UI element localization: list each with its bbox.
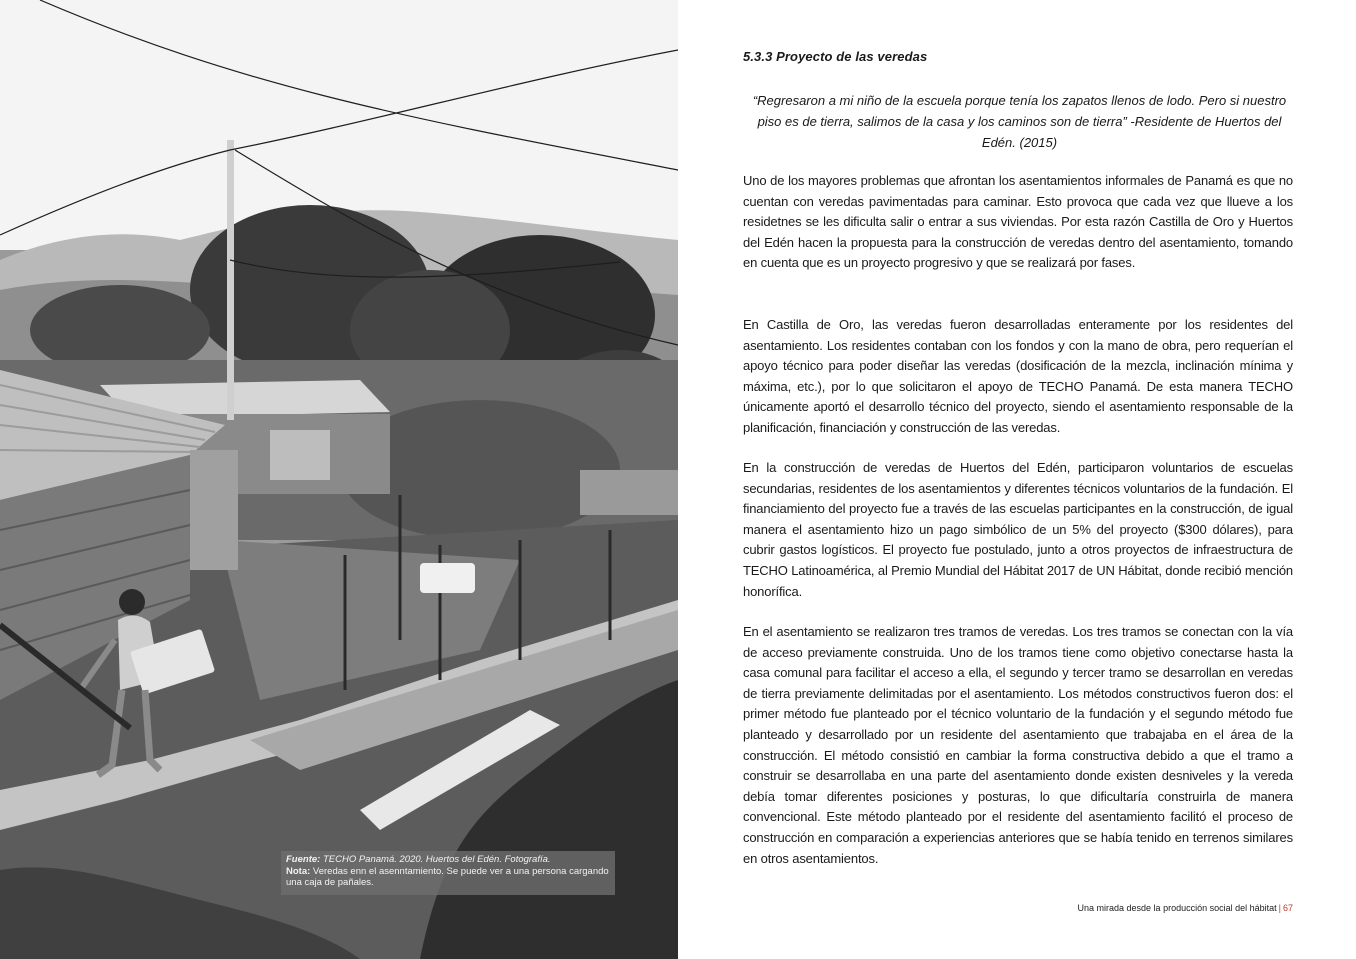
caption-source-text: TECHO Panamá. 2020. Huertos del Edén. Fotografía. <box>322 854 551 865</box>
paragraph-intro: Uno de los mayores problemas que afrontan los asentamientos informales de Panamá es que no cuentan con veredas pavimentadas para caminar. Esto provoca que cada vez que llueve a los residetnes se les dificulta salir o entrar a sus viviendas. Por esta razón Castilla de Oro y Huertos del Edén hacen la propuesta para la construcción de veredas dentro del asentamiento, tomando en cuenta que es un proyecto progresivo y que se realizará por fases. <box>743 173 1293 271</box>
photo-caption <box>281 851 615 895</box>
resident-quote: “Regresaron a mi niño de la escuela porque tenía los zapatos llenos de lodo. Pero si nuestro piso es de tierra, salimos de la casa y los caminos son de tierra” -Residente de Huertos del Edén. (2015) <box>752 93 1287 150</box>
page-number: 67 <box>1282 903 1293 913</box>
paragraph-tramos: En el asentamiento se realizaron tres tramos de veredas. Los tres tramos se conectan con la vía de acceso previamente construida. Uno de los tramos tiene como objetivo conectarse hasta la casa comunal para facilitar el acceso a ella, el segundo y tercer tramo se desarrollan en veredas de tierra previamente delimitadas por el asentamiento. Los métodos constructivos fueron dos: el primer método fue planteado por el técnico voluntario de la fundación y el segundo método fue planteado y desarrollado por un residente del asentamiento que trabajaba en el área de la construcción. El método consistió en cambiar la forma constructiva debido a que el tramo a construir se desarrollaba en una parte del asentamiento donde existen desniveles y la vereda debía tomar diferentes posiciones y posturas, lo que dificultaría construirla de manera convencional. Este método planteado por el residente del asentamiento facilitó el proceso de construcción en comparación a experiencias anteriores que se había tenido en terrenos similares en otros asentamientos. <box>743 624 1293 866</box>
running-title: Una mirada desde la producción social del hábitat <box>1077 903 1277 913</box>
footer-separator: | <box>1278 903 1281 913</box>
page-footer <box>1078 903 1293 913</box>
paragraph-castilla-de-oro: En Castilla de Oro, las veredas fueron desarrolladas enteramente por los residentes del asentamiento. Los residentes contaban con los fondos y con la mano de obra, pero requerían el apoyo técnico para poder diseñar las veredas (dosificación de la mezcla, inclinación mínima y máxima, etc.), por lo que solicitaron el apoyo de TECHO Panamá. De esta manera TECHO únicamente aportó el desarrollo técnico del proyecto, siendo el asentamiento responsable de la planificación, financiación y construcción de las veredas. <box>743 317 1293 435</box>
caption-note-label: Nota: <box>286 865 311 877</box>
caption-note-text: Veredas enn el asenntamiento. Se puede ver a una persona cargando una caja de pañales. <box>286 865 609 888</box>
paragraph-huertos-del-eden: En la construcción de veredas de Huertos del Edén, participaron voluntarios de escuelas secundarias, residentes de los asentamientos y diferentes técnicos voluntarios de la fundación. El financiamiento del proyecto fue a través de las escuelas participantes en la construcción, de igual manera el asentamiento hizo un pago simbólico de un 5% del proyecto ($300 dólares), para cubrir gastos logísticos. El proyecto fue postulado, junto a otros proyectos de infraestructura de TECHO Latinoamérica, al Premio Mundial del Hábitat 2017 de UN Hábitat, donde recibió mención honorífica. <box>743 460 1293 599</box>
section-title: 5.3.3 Proyecto de las veredas <box>743 49 928 64</box>
caption-source-label: Fuente: <box>286 854 321 865</box>
